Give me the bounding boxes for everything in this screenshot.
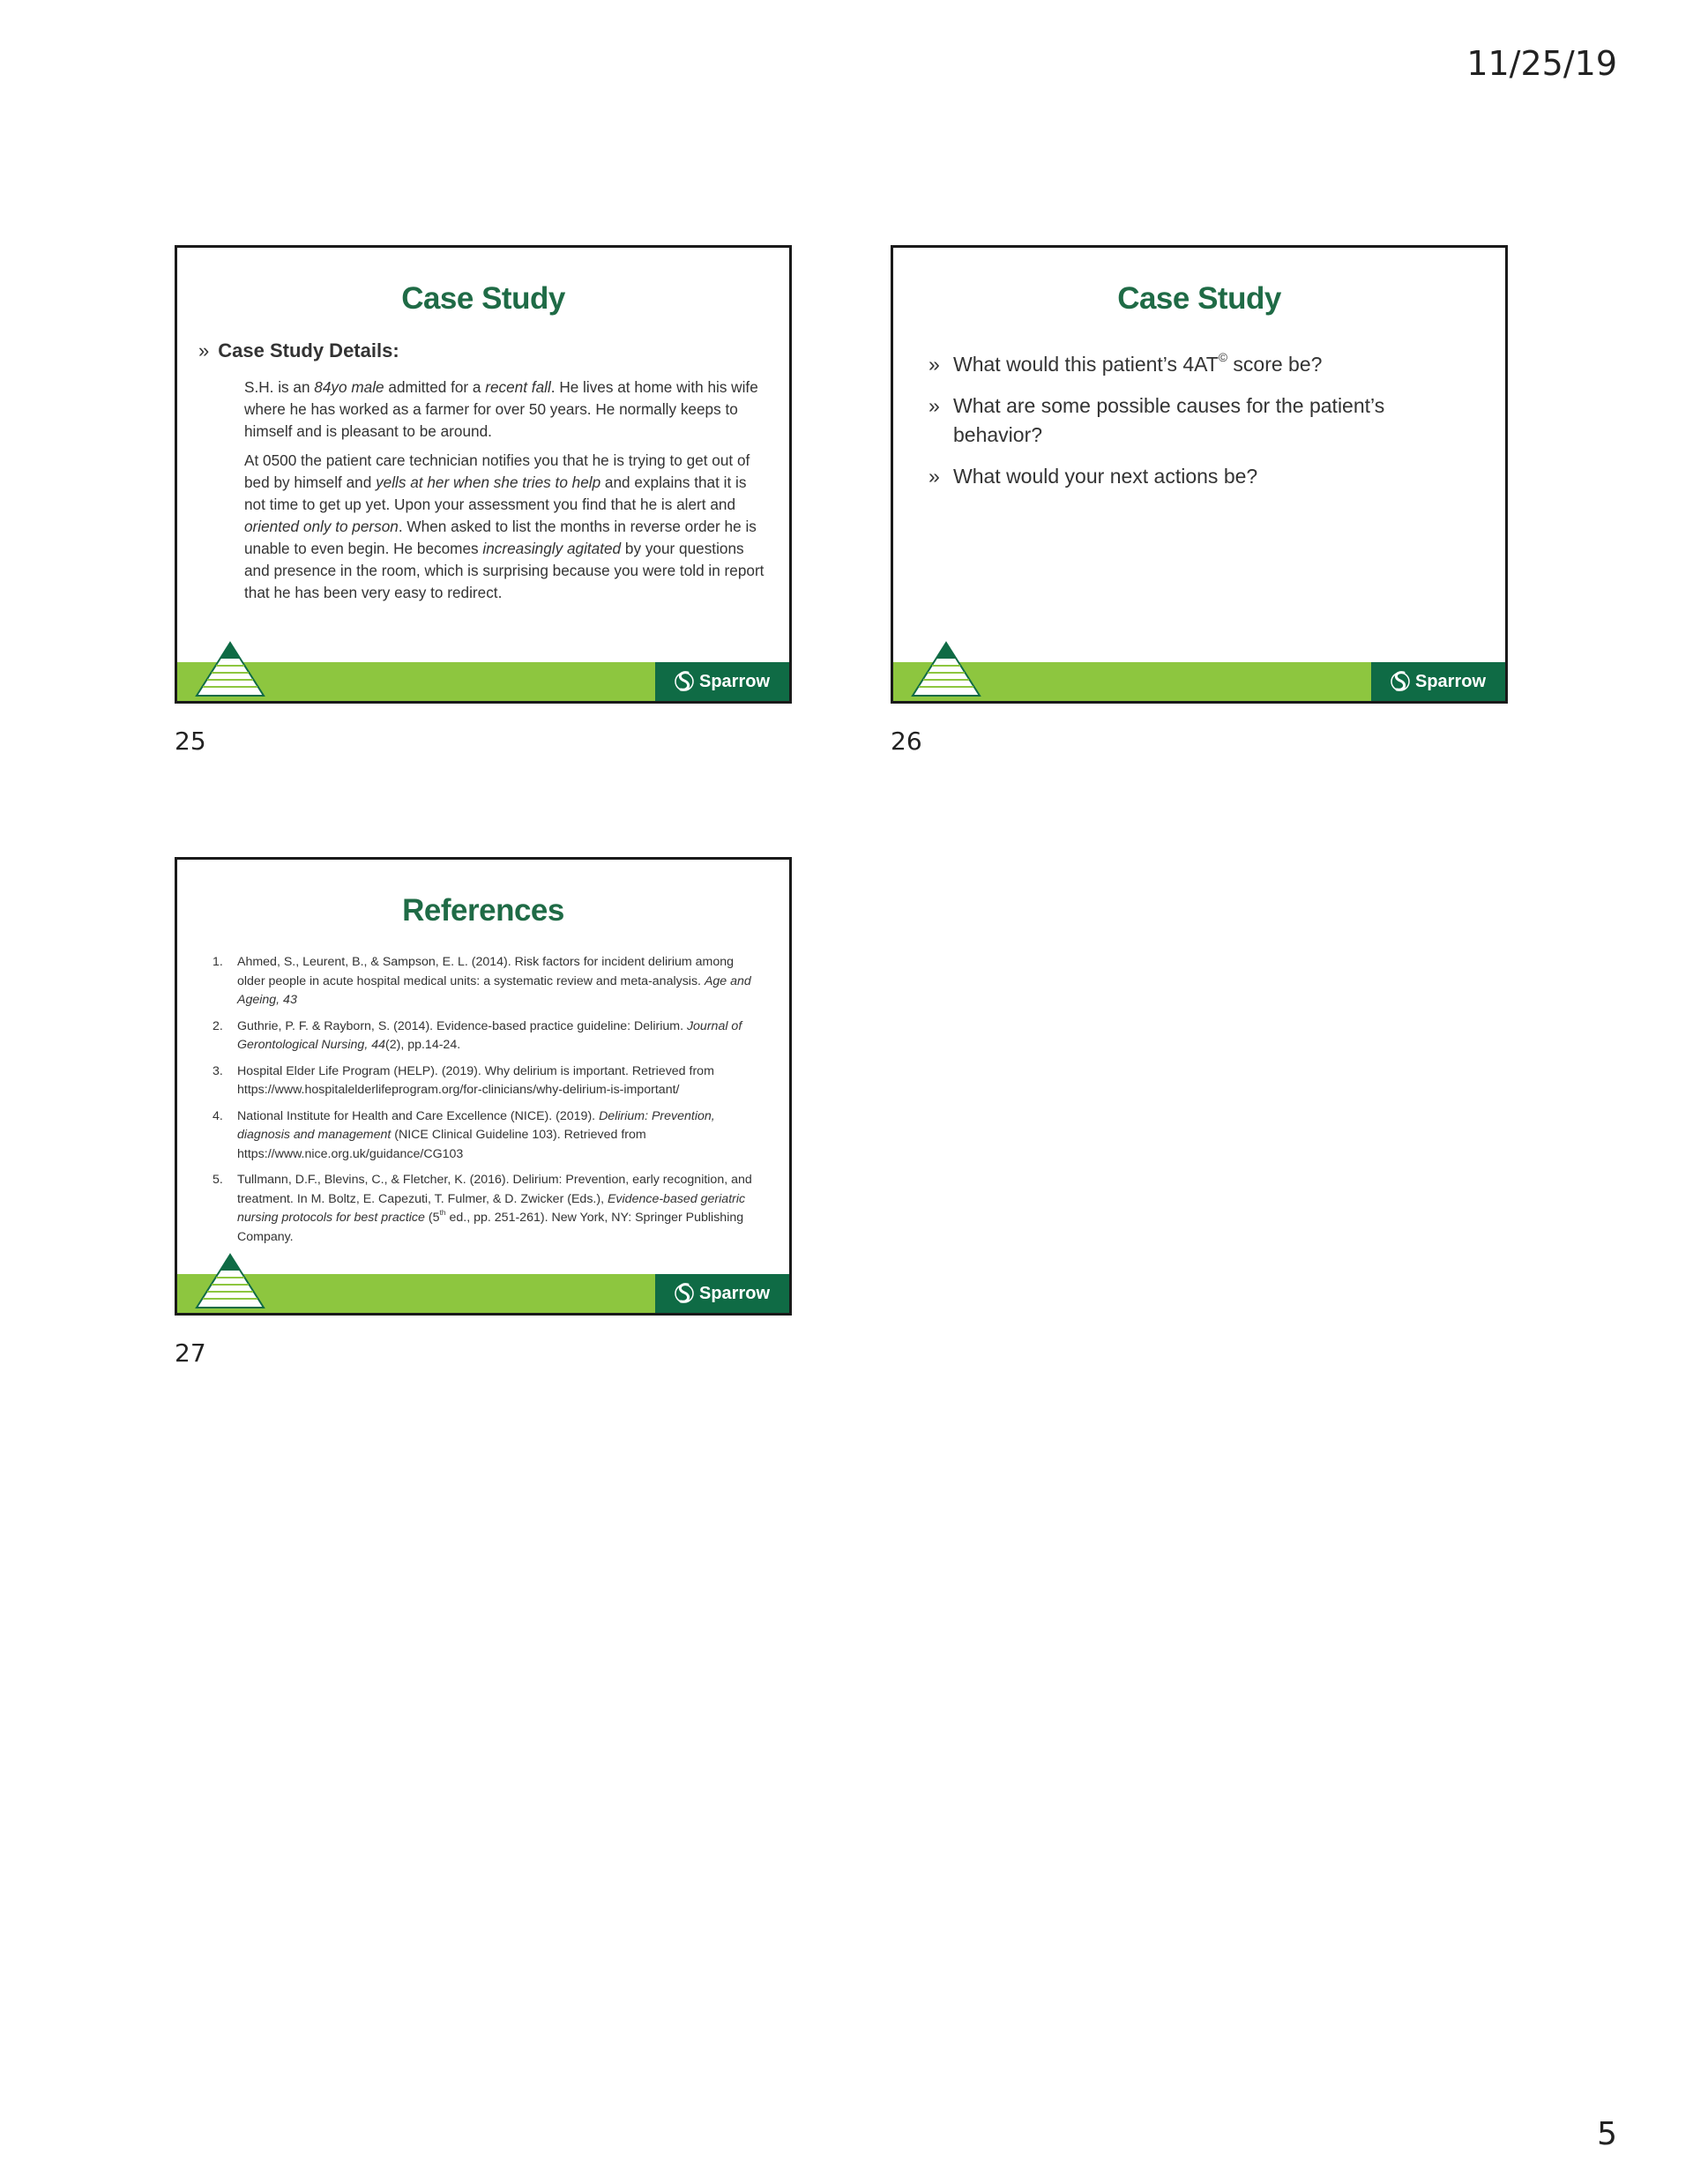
case-paragraph-2: At 0500 the patient care technician notifies you that he is trying to get out of bed by himself and yells at her when she tries to help and explains that it is not time to get up yet. Upon your assessment you find that he is alert and oriented only to person. When asked to list the months in reverse order he is unable to even begin. He becomes increasingly agitated by your questions and presence in the room, which is surprising because you were told in report that he has been very easy to redirect. bbox=[244, 451, 764, 601]
reference-item: 1. Ahmed, S., Leurent, B., & Sampson, E. L. (2014). Risk factors for incident delirium among older people in acute hospital medical units: a systematic review and meta-analysis. Age and Ageing, 43 bbox=[213, 955, 751, 1007]
slide-title: Case Study bbox=[1117, 281, 1281, 316]
bullet-icon: » bbox=[198, 339, 210, 362]
list-item: » What would your next actions be? bbox=[929, 462, 1475, 491]
list-item: » What would this patient’s 4AT© score be? bbox=[929, 350, 1475, 379]
question-list bbox=[929, 350, 1475, 503]
pyramid-logo-icon bbox=[195, 641, 265, 697]
sparrow-logo: Sparrow bbox=[655, 1274, 789, 1313]
sparrow-logo: Sparrow bbox=[1371, 662, 1505, 701]
reference-item: 4. National Institute for Health and Care Excellence (NICE). (2019). Delirium: Prevention, diagnosis and management (NICE Clinical Guideline 103). Retrieved from https://www.nice.org.uk/guidance/CG103 bbox=[213, 1108, 715, 1161]
bullet-icon: » bbox=[929, 353, 940, 376]
slide-number-25: 25 bbox=[175, 727, 206, 756]
sparrow-mark-icon bbox=[1391, 669, 1410, 694]
slide-26 bbox=[891, 245, 1508, 704]
slide-27 bbox=[175, 857, 792, 1316]
bullet-icon: » bbox=[929, 465, 940, 488]
references-list bbox=[195, 953, 759, 1254]
slide-title: Case Study bbox=[401, 281, 565, 316]
case-paragraph-1: S.H. is an 84yo male admitted for a recent fall. He lives at home with his wife where he has worked as a farmer for over 50 years. He normally keeps to himself and is pleasant to be around. bbox=[244, 378, 758, 440]
page-number: 5 bbox=[1597, 2116, 1617, 2152]
page-date: 11/25/19 bbox=[1466, 44, 1617, 83]
slide-25 bbox=[175, 245, 792, 704]
reference-item: 2. Guthrie, P. F. & Rayborn, S. (2014). Evidence-based practice guideline: Delirium. Journal of Gerontological Nursing, 44(2), pp.14-24. bbox=[213, 1018, 742, 1052]
sparrow-mark-icon bbox=[675, 1281, 694, 1306]
bullet-icon: » bbox=[929, 394, 940, 417]
slide-number-26: 26 bbox=[891, 727, 922, 756]
case-study-body bbox=[244, 376, 764, 611]
pyramid-logo-icon bbox=[195, 1253, 265, 1309]
reference-item: 5. Tullmann, D.F., Blevins, C., & Fletcher, K. (2016). Delirium: Prevention, early recognition, and treatment. In M. Boltz, E. Capezuti, T. Fulmer, & D. Zwicker (Eds.), Evidence-based geriatric nursing protocols for best practice (5th ed., pp. 251-261). New York, NY: Springer Publishing Company. bbox=[213, 1173, 752, 1244]
list-item: » What are some possible causes for the patient’s behavior? bbox=[929, 391, 1475, 450]
pyramid-logo-icon bbox=[911, 641, 981, 697]
sparrow-mark-icon bbox=[675, 669, 694, 694]
sparrow-logo: Sparrow bbox=[655, 662, 789, 701]
slide-title: References bbox=[402, 893, 564, 928]
slide-number-27: 27 bbox=[175, 1338, 206, 1368]
reference-item: 3. Hospital Elder Life Program (HELP). (2019). Why delirium is important. Retrieved from https://www.hospitalelderlifeprogram.org/for-clinicians/why-delirium-is-important/ bbox=[213, 1063, 714, 1097]
case-study-details-heading: » Case Study Details: bbox=[198, 339, 399, 362]
